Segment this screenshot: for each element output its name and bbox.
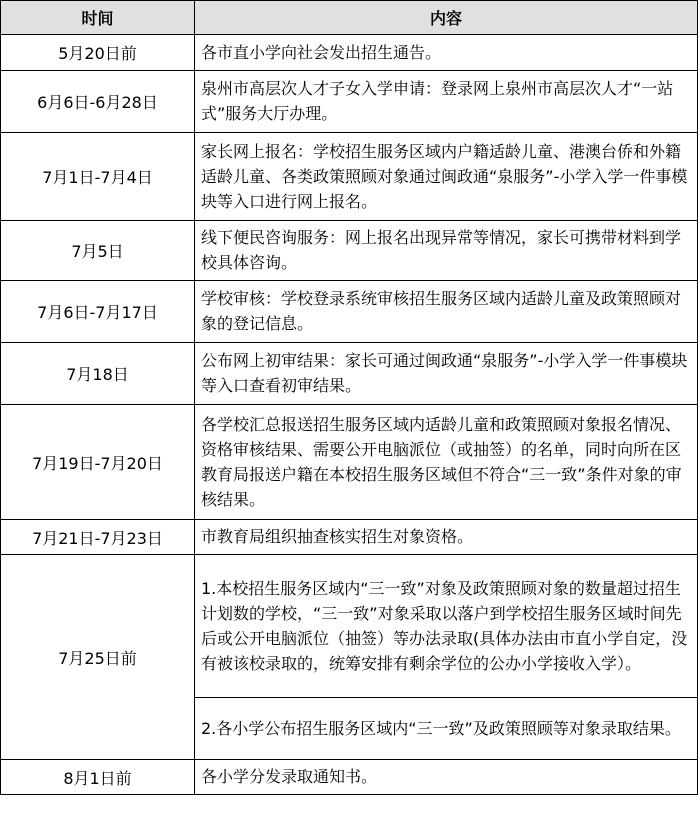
- table-header-row: [1, 1, 698, 35]
- row-content: 各小学分发录取通知书。: [195, 760, 698, 795]
- table-row: [1, 71, 698, 133]
- header-content: 内容: [195, 1, 698, 35]
- table-row: [1, 520, 698, 555]
- row-content: 公布网上初审结果：家长可通过闽政通“泉服务”-小学入学一件事模块等入口查看初审结果。: [195, 343, 698, 405]
- row-time: 8月1日前: [1, 760, 195, 795]
- row-content: 市教育局组织抽查核实招生对象资格。: [195, 520, 698, 555]
- row-time: 7月21日-7月23日: [1, 520, 195, 555]
- row-content: 各学校汇总报送招生服务区域内适龄儿童和政策照顾对象报名情况、资格审核结果、需要公开电脑派位（或抽签）的名单，同时向所在区教育局报送户籍在本校招生服务区域但不符合“三一致”条件对象的审核结果。: [195, 405, 698, 520]
- table-row: [1, 221, 698, 281]
- row-time: 7月1日-7月4日: [1, 133, 195, 221]
- row-content: 泉州市高层次人才子女入学申请：登录网上泉州市高层次人才“一站式”服务大厅办理。: [195, 71, 698, 133]
- row-time: 6月6日-6月28日: [1, 71, 195, 133]
- row-content: 线下便民咨询服务：网上报名出现异常等情况，家长可携带材料到学校具体咨询。: [195, 221, 698, 281]
- table-row: [1, 133, 698, 221]
- row-time: 7月19日-7月20日: [1, 405, 195, 520]
- table-row: [1, 555, 698, 698]
- table-row: [1, 35, 698, 71]
- row-content: 1.本校招生服务区域内“三一致”对象及政策照顾对象的数量超过招生计划数的学校，“三一致”对象采取以落户到学校招生服务区域时间先后或公开电脑派位（抽签）等办法录取(具体办法由市直小学自定，没有被该校录取的，统筹安排有剩余学位的公办小学接收入学）。: [195, 555, 698, 698]
- table-row: [1, 405, 698, 520]
- row-time: 7月25日前: [1, 555, 195, 760]
- table-row: [1, 343, 698, 405]
- row-time: 7月6日-7月17日: [1, 281, 195, 343]
- row-time: 7月5日: [1, 221, 195, 281]
- row-content: 学校审核：学校登录系统审核招生服务区域内适龄儿童及政策照顾对象的登记信息。: [195, 281, 698, 343]
- table-row: [1, 281, 698, 343]
- table-row: [1, 760, 698, 795]
- row-content: 家长网上报名：学校招生服务区域内户籍适龄儿童、港澳台侨和外籍适龄儿童、各类政策照顾对象通过闽政通“泉服务”-小学入学一件事模块等入口进行网上报名。: [195, 133, 698, 221]
- row-content: 2.各小学公布招生服务区域内“三一致”及政策照顾等对象录取结果。: [195, 698, 698, 760]
- header-time: 时间: [1, 1, 195, 35]
- row-time: 5月20日前: [1, 35, 195, 71]
- row-content: 各市直小学向社会发出招生通告。: [195, 35, 698, 71]
- row-time: 7月18日: [1, 343, 195, 405]
